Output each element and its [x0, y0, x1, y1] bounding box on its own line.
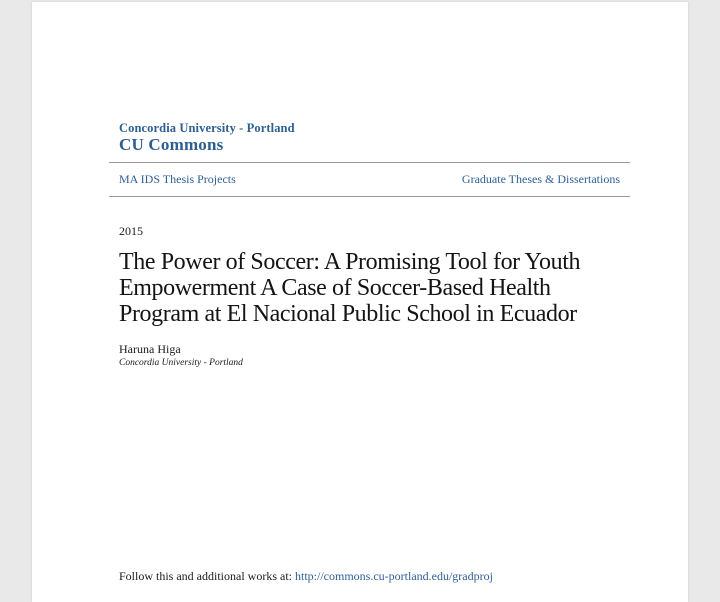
author-affiliation: Concordia University - Portland	[119, 358, 243, 368]
follow-line	[119, 569, 493, 584]
follow-link[interactable]: http://commons.cu-portland.edu/gradproj	[295, 569, 493, 583]
document-title: The Power of Soccer: A Promising Tool for Youth Empowerment A Case of Soccer-Based Health Program at El Nacional Public School in Ecuador	[119, 249, 581, 327]
header-divider-top	[109, 162, 630, 163]
series-link-graduate-theses[interactable]: Graduate Theses & Dissertations	[461, 172, 620, 186]
author-name: Haruna Higa	[119, 342, 181, 356]
publication-year: 2015	[119, 224, 143, 238]
document-page	[32, 2, 688, 602]
institution-name: Concordia University - Portland	[119, 121, 295, 135]
header-divider-bottom	[109, 196, 630, 197]
series-link-ma-ids[interactable]: MA IDS Thesis Projects	[119, 172, 236, 186]
follow-text: Follow this and additional works at:	[119, 569, 295, 583]
repository-name: CU Commons	[119, 135, 224, 154]
